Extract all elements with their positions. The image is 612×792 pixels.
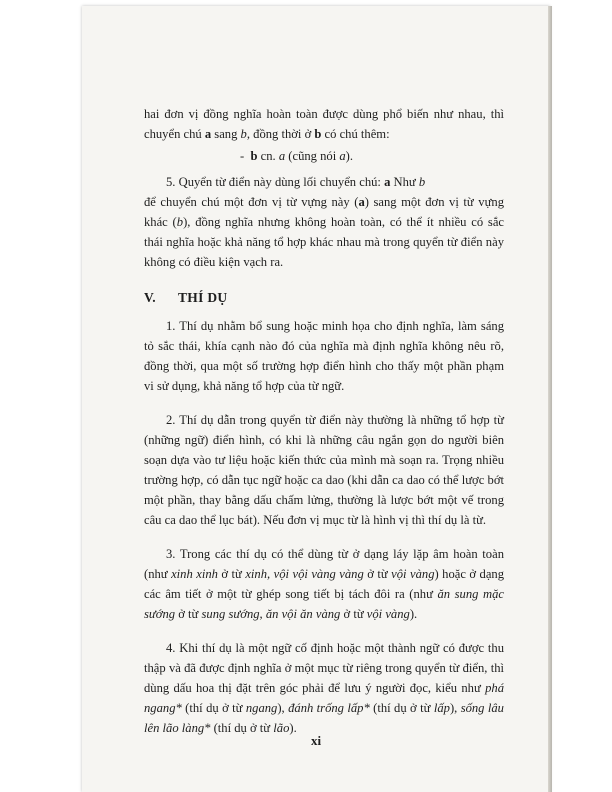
cross-reference-example: - b cn. a (cũng nói a).	[240, 149, 354, 163]
paragraph-5: 5. Quyển từ điển này dùng lối chuyển chú: a Như b	[166, 175, 426, 189]
paragraph-5-continued: để chuyển chú một đơn vị từ vựng này (a) sang một đơn vị từ vựng khác (b), đồng nghĩa nhưng không hoàn toàn, có thể ít nhiều có sắc thái nghĩa hoặc khả năng tổ hợp khác nhau mà trong quyển từ điển này không có điều kiện vạch ra.	[144, 195, 504, 269]
section-heading	[144, 288, 504, 308]
section-title: THÍ DỤ	[178, 290, 228, 305]
item-2: 2. Thí dụ dẫn trong quyển từ điển này thường là những tổ hợp từ (những ngữ) điển hình, có khi là những câu ngắn gọn do người biên soạn dựa vào tư liệu hoặc kiến thức của mình mà soạn ra. Trọng nhiều trường hợp, có dẫn tục ngữ hoặc ca dao (khi dẫn ca dao có thể lược bớt một phần, thay bằng dấu chấm lửng, thường là lược bớt một vế trong câu ca dao thể lục bát). Nếu đơn vị mục từ là hình vị thì thí dụ là từ.	[144, 413, 504, 527]
item-1: 1. Thí dụ nhằm bổ sung hoặc minh họa cho định nghĩa, làm sáng tỏ sắc thái, khía cạnh nào đó của nghĩa mà định nghĩa không nêu rõ, đồng thời, qua một số trường hợp điển hình cho thấy một phần phạm vi sử dụng, khả năng tổ hợp của từ ngữ.	[144, 319, 504, 393]
item-3: 3. Trong các thí dụ có thể dùng từ ở dạng láy lặp âm hoàn toàn (như xinh xinh ở từ xinh, vội vội vàng vàng ở từ vội vàng) hoặc ở dạng các âm tiết ở một từ ghép song tiết bị tách đôi ra (như ăn sung mặc sướng ở từ sung sướng, ăn vội ăn vàng ở từ vội vàng).	[144, 547, 505, 621]
paragraph-continued: hai đơn vị đồng nghĩa hoàn toàn được dùng phổ biến như nhau, thì chuyển chú a sang b, đồng thời ở b có chú thêm:	[144, 107, 504, 141]
page-body	[144, 104, 504, 738]
page-number: xi	[310, 733, 322, 748]
item-4: 4. Khi thí dụ là một ngữ cố định hoặc một thành ngữ có được thu thập và đã được định nghĩa ở một mục từ riêng trong quyển từ điển, thì dùng dấu hoa thị đặt trên góc phải để lưu ý người đọc, kiểu như phá ngang* (thí dụ ở từ ngang), đánh trống lấp* (thí dụ ở từ lấp), sống lâu lên lão làng* (thí dụ ở từ lão).	[144, 641, 504, 735]
section-number: V.	[144, 290, 156, 305]
book-page	[82, 6, 550, 792]
